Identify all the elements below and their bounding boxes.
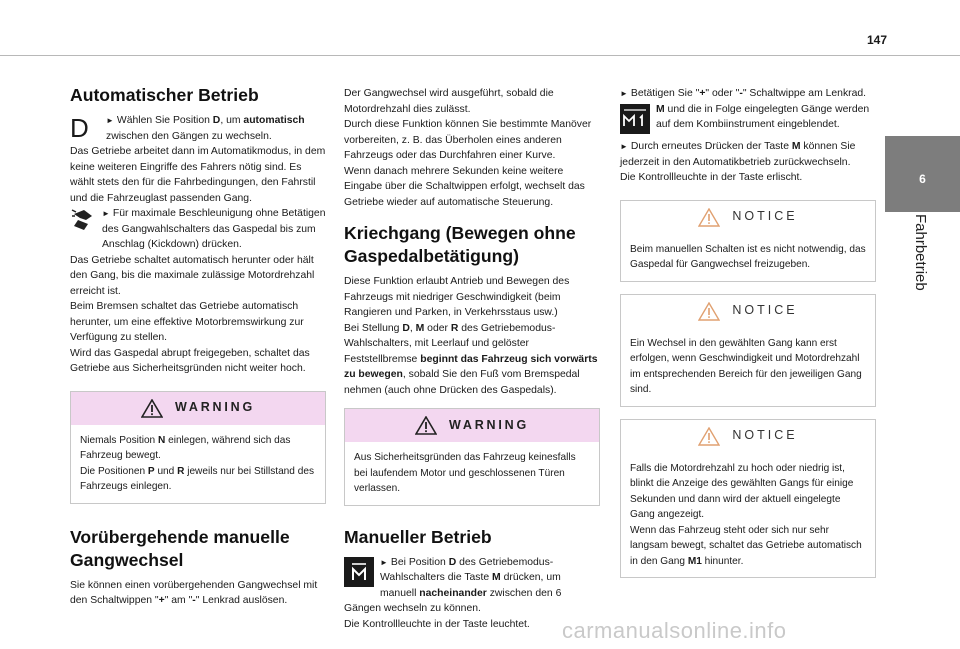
letter-d-icon: D	[70, 113, 89, 143]
column-right	[620, 86, 876, 590]
step-select-d: D ► Wählen Sie Position D, um automatisch zwischen den Gängen zu wechseln.	[70, 113, 305, 143]
notice-header: NOTICE	[621, 201, 875, 234]
arrow-icon: ►	[620, 89, 628, 98]
step-press-m: ► Bei Position D des Getriebemodus-Wahlschalters die Taste M drücken, um manuell nacheinander zwischen den 6 Gängen wechseln zu können.	[344, 556, 562, 614]
heading-manual-mode: Manueller Betrieb	[344, 526, 492, 547]
notice-header: NOTICE	[621, 420, 875, 453]
notice-triangle-icon	[698, 208, 720, 227]
chapter-title: Fahrbetrieb	[912, 214, 929, 291]
heading-temporary-manual: Vorübergehende manuelle Gangwechsel	[70, 526, 290, 570]
paragraph: Sie können einen vorübergehenden Gangwechsel mit den Schaltwippen "+" am "-" Lenkrad auslösen.	[70, 579, 318, 606]
notice-box	[620, 419, 876, 579]
chapter-number: 6	[919, 172, 926, 186]
notice-body: Ein Wechsel in den gewählten Gang kann erst erfolgen, wenn Geschwindigkeit und Motordrehzahl im entsprechenden Bereich für den jeweiligen Gang sind.	[630, 337, 862, 395]
paragraph: Der Gangwechsel wird ausgeführt, sobald die Motordrehzahl dies zulässt.	[344, 88, 554, 115]
warning-header: WARNING	[345, 409, 599, 442]
warning-box	[70, 391, 326, 504]
paragraph: Das Getriebe schaltet automatisch herunter oder hält den Gang, bis die maximale zulässige Motordrehzahl erreicht ist.	[70, 254, 315, 297]
notice-box	[620, 200, 876, 282]
paragraph: Die Kontrollleuchte in der Taste erlischt.	[620, 172, 803, 183]
warning-triangle-icon	[415, 416, 437, 435]
warning-box	[344, 408, 600, 506]
kickdown-pedal-icon	[70, 208, 96, 238]
m-button-icon	[344, 557, 374, 593]
top-rule	[0, 55, 960, 56]
warning-body: Niemals Position N einlegen, während sich das Fahrzeug bewegt. Die Positionen P und R jeweils nur bei Stillstand des Fahrzeugs einlegen.	[80, 434, 314, 492]
warning-header: WARNING	[71, 392, 325, 425]
notice-triangle-icon	[698, 427, 720, 446]
notice-header: NOTICE	[621, 295, 875, 328]
paragraph: Das Getriebe arbeitet dann im Automatikmodus, in dem keine weiteren Eingriffe des Fahrers nötig sind. Es wählt stets den für die Fahrbedingungen, den Fahrstil und die Fahrzeuglast passenden Gang.	[70, 146, 326, 204]
chapter-tab[interactable]	[885, 136, 960, 212]
heading-automatic-mode: Automatischer Betrieb	[70, 85, 259, 105]
paragraph: Wenn danach mehrere Sekunden keine weitere Eingabe über die Schaltwippen erfolgt, wechselt das Getriebe wieder auf automatische Steuerung.	[344, 165, 585, 208]
arrow-icon: ►	[106, 116, 114, 125]
arrow-icon: ►	[380, 557, 388, 567]
arrow-icon: ►	[102, 209, 110, 218]
arrow-icon: ►	[620, 142, 628, 151]
paragraph: Die Kontrollleuchte in der Taste leuchtet.	[344, 618, 530, 630]
paragraph: Diese Funktion erlaubt Antrieb und Bewegen des Fahrzeugs mit niedriger Geschwindigkeit (beim Rangieren und Parken, in Verkehrsstaus usw.)	[344, 276, 570, 318]
m1-display-icon	[620, 104, 650, 140]
page-number: 147	[866, 33, 887, 47]
column-left	[70, 78, 326, 609]
paragraph: Durch diese Funktion können Sie bestimmte Manöver vorbereiten, z. B. das Überholen eines anderen Fahrzeugs oder das Durchfahren einer Kurve.	[344, 119, 592, 161]
column-middle	[344, 86, 600, 632]
paragraph: ► Betätigen Sie "+" oder "-" Schaltwippe am Lenkrad.	[620, 88, 867, 99]
paragraph: Wird das Gaspedal abrupt freigegeben, schaltet das Getriebe aus Sicherheitsgründen nicht weiter hoch.	[70, 347, 310, 374]
notice-body: Beim manuellen Schalten ist es nicht notwendig, das Gaspedal für Gangwechsel freizugeben.	[630, 243, 866, 270]
watermark: carmanualsonline.info	[562, 618, 787, 643]
paragraph: Beim Bremsen schaltet das Getriebe automatisch herunter, um eine effektive Motorbremswirkung zur Verfügung zu stellen.	[70, 301, 304, 343]
heading-creep: Kriechgang (Bewegen ohne Gaspedalbetätigung)	[344, 223, 576, 266]
paragraph: Bei Stellung D, M oder R des Getriebemodus-Wahlschalters, mit Leerlauf und gelöster Feststellbremse beginnt das Fahrzeug sich vorwärts zu bewegen, sobald Sie den Fuß vom Bremspedal nehmen (auch ohne Drücken des Gaspedals).	[344, 322, 598, 396]
notice-triangle-icon	[698, 302, 720, 321]
notice-body: Falls die Motordrehzahl zu hoch oder niedrig ist, blinkt die Anzeige des gewählten Gangs für einige Sekunden und dann wird der aktuell eingelegte Gang angezeigt. Wenn das Fahrzeug steht oder sich nur sehr langsam bewegt, schaltet das Getriebe automatisch in den Gang M1 hinunter.	[630, 462, 862, 567]
warning-triangle-icon	[141, 399, 163, 418]
gear-display-note: M und die in Folge eingelegten Gänge werden auf dem Kombiinstrument eingeblendet.	[620, 102, 876, 133]
notice-box	[620, 294, 876, 407]
warning-body: Aus Sicherheitsgründen das Fahrzeug keinesfalls bei laufendem Motor und geschlossenen Türen verlassen.	[354, 452, 576, 494]
paragraph: ► Durch erneutes Drücken der Taste M können Sie jederzeit in den Automatikbetrieb zurückwechseln.	[620, 141, 856, 168]
step-kickdown: ► Für maximale Beschleunigung ohne Betätigen des Gangwahlschalters das Gaspedal bis zum Anschlag (Kickdown) drücken.	[70, 206, 326, 253]
